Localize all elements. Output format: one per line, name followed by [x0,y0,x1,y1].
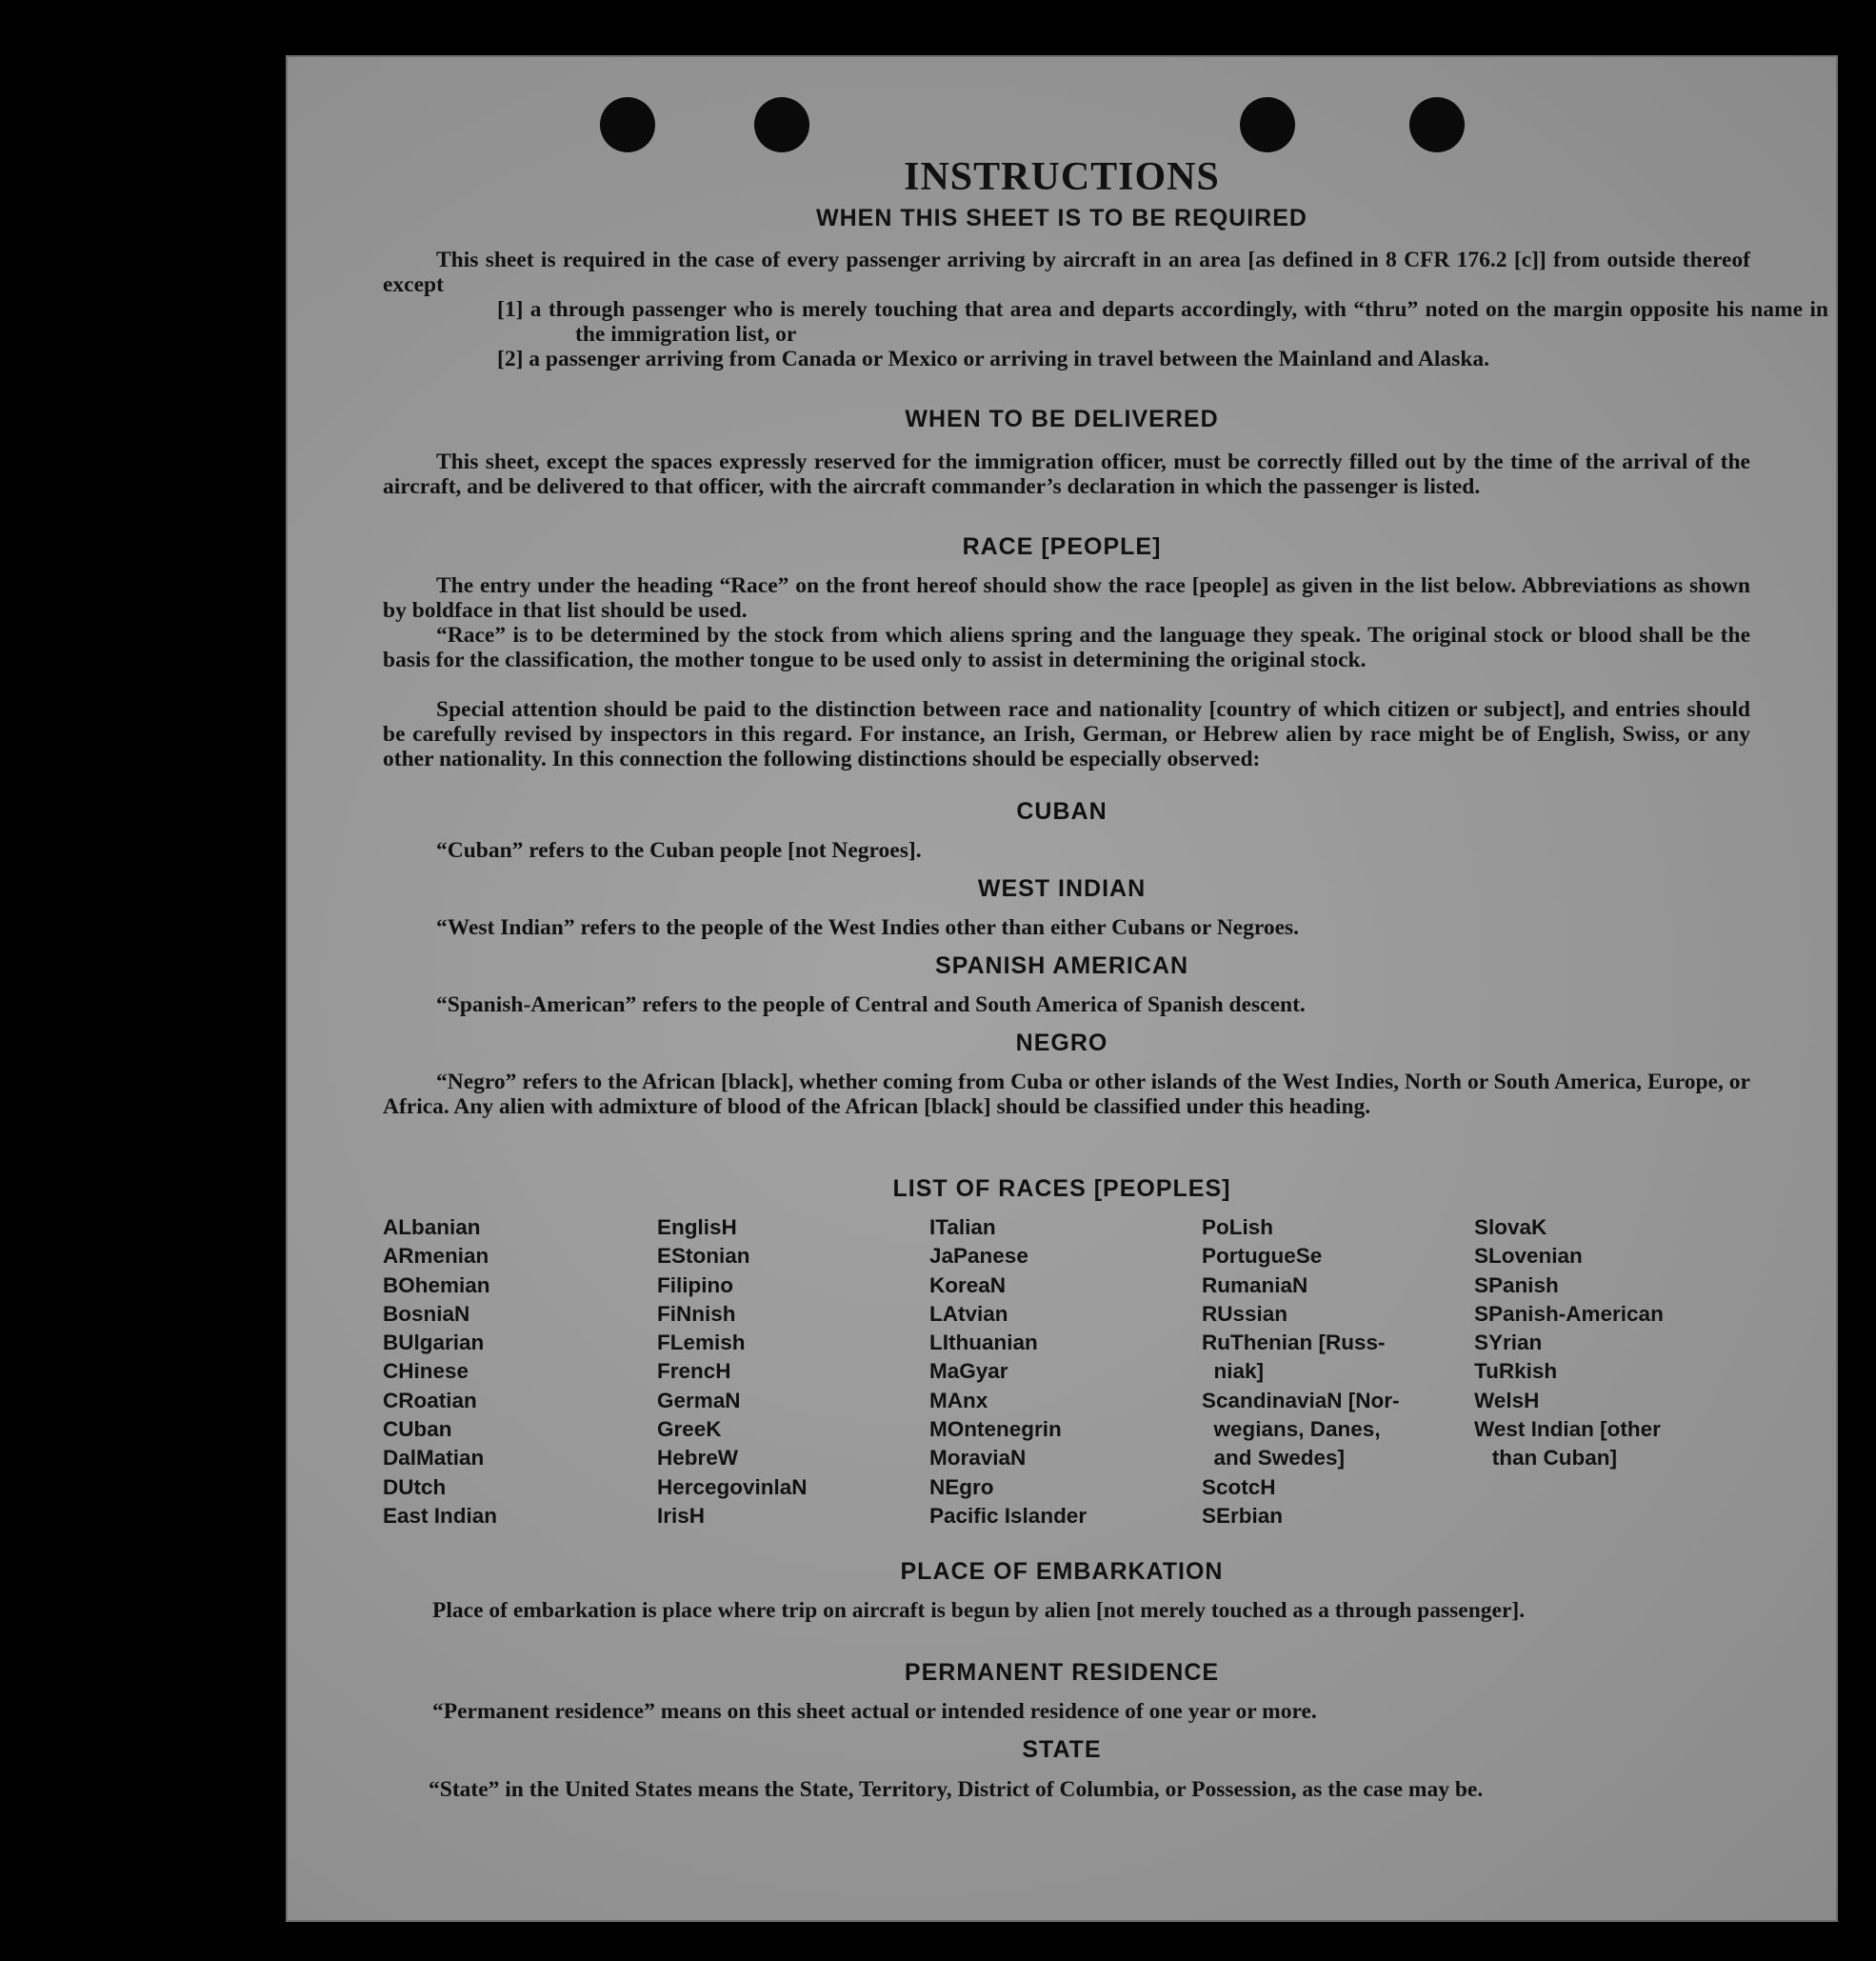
race-entry: CUban [383,1417,452,1442]
race-entry: LIthuanian [929,1331,1038,1355]
race-entry: West Indian [other [1474,1417,1661,1442]
punch-hole [1240,97,1295,152]
race-entry: MaGyar [929,1359,1008,1384]
race-entry: BosniaN [383,1301,470,1326]
race-entry: East Indian [383,1503,498,1528]
race-column-2 [657,1213,924,1531]
section-heading-state: STATE [1022,1736,1102,1763]
race-entry: DUtch [383,1474,447,1499]
race-entry: SYrian [1474,1331,1543,1355]
race-entry: SLovenian [1474,1244,1583,1269]
race-entry: KoreaN [929,1272,1007,1297]
race-entry: wegians, Danes, [1202,1417,1381,1442]
punch-hole [600,97,655,152]
race-entry: MAnx [929,1388,988,1412]
race-entry: Pacific Islander [929,1503,1088,1528]
race-entry: CHinese [383,1359,469,1384]
race-entry: FrencH [657,1359,731,1384]
race-paragraph-1: The entry under the heading “Race” on the front hereof should show the race [people] as given in the list below. Abbreviations as shown by boldface in that list should be used. [383,573,1750,623]
race-entry: ITalian [929,1215,996,1239]
spanish-american-text: “Spanish-American” refers to the people of Central and South America of Spanish descent. [436,992,1306,1017]
race-entry: BUlgarian [383,1331,485,1355]
race-entry: GreeK [657,1417,722,1442]
race-entry: MOntenegrin [929,1417,1062,1442]
race-entry: HebreW [657,1446,739,1471]
race-entry: ScotcH [1202,1474,1276,1499]
race-entry: NEgro [929,1474,994,1499]
race-column-3 [929,1213,1196,1531]
race-entry: HercegovinlaN [657,1474,808,1499]
race-entry: and Swedes] [1202,1446,1346,1471]
race-entry: EStonian [657,1244,750,1269]
race-entry: SErbian [1202,1503,1284,1528]
punch-hole [1409,97,1465,152]
race-entry: RuThenian [Russ- [1202,1331,1386,1355]
race-entry: SPanish [1474,1272,1559,1297]
state-text: “State” in the United States means the State, Territory, District of Columbia, or Possession, as the case may be. [429,1777,1484,1802]
race-entry: FLemish [657,1331,746,1355]
punch-hole [754,97,809,152]
race-entry: ScandinaviaN [Nor- [1202,1388,1400,1412]
race-entry: PoLish [1202,1215,1274,1239]
race-column-4 [1202,1213,1468,1531]
required-intro: This sheet is required in the case of every passenger arriving by aircraft in an area [as defined in 8 CFR 176.2 [c]] from outside thereof except [383,248,1750,297]
race-entry: MoraviaN [929,1446,1027,1471]
section-heading-embarkation: PLACE OF EMBARKATION [900,1558,1224,1585]
race-entry: PortugueSe [1202,1244,1323,1269]
race-entry: SlovaK [1474,1215,1547,1239]
race-entry: ALbanian [383,1215,481,1239]
section-heading-spanish-american: SPANISH AMERICAN [934,952,1188,979]
race-entry: BOhemian [383,1272,490,1297]
race-entry: than Cuban] [1474,1446,1617,1471]
race-column-1 [383,1213,649,1531]
race-entry: TuRkish [1474,1359,1558,1384]
race-entry: ARmenian [383,1244,489,1269]
race-entry: LAtvian [929,1301,1008,1326]
embarkation-text: Place of embarkation is place where trip on aircraft is begun by alien [not merely touched as a through passenger]. [432,1598,1526,1623]
cuban-text: “Cuban” refers to the Cuban people [not Negroes]. [436,838,922,863]
race-entry: RUssian [1202,1301,1288,1326]
race-entry: Filipino [657,1272,733,1297]
race-list [383,1213,1811,1537]
race-entry: DalMatian [383,1446,485,1471]
required-item-1: [1] a through passenger who is merely touching that area and departs accordingly, with “thru” noted on the margin opposite his name in the immigration list, or [497,297,1828,347]
race-entry: WelsH [1474,1388,1540,1412]
race-entry: CRoatian [383,1388,477,1412]
race-entry: SPanish-American [1474,1301,1664,1326]
race-entry: RumaniaN [1202,1272,1308,1297]
section-heading-negro: NEGRO [1015,1030,1108,1056]
section-heading-residence: PERMANENT RESIDENCE [904,1659,1220,1686]
race-entry: niak] [1202,1359,1265,1384]
race-entry: EnglisH [657,1215,737,1239]
residence-text: “Permanent residence” means on this sheet actual or intended residence of one year or more. [432,1699,1317,1724]
race-paragraph-3: Special attention should be paid to the distinction between race and nationality [country of which citizen or subject], and entries should be carefully revised by inspectors in this regard. For instance, an Irish, German, or Hebrew alien by race might be of English, Swiss, or any other nationality. In this connection the following distinctions should be especially observed: [383,697,1750,771]
section-heading-list-of-races: LIST OF RACES [PEOPLES] [892,1175,1231,1202]
section-heading-west-indian: WEST INDIAN [977,875,1147,902]
negro-text: “Negro” refers to the African [black], whether coming from Cuba or other islands of the West Indies, North or South America, Europe, or Africa. Any alien with admixture of blood of the African [black] should be classified under this heading. [383,1070,1750,1119]
page-title: INSTRUCTIONS [904,155,1220,199]
race-entry: JaPanese [929,1244,1028,1269]
section-heading-cuban: CUBAN [1016,798,1108,825]
race-paragraph-2: “Race” is to be determined by the stock from which aliens spring and the language they speak. The original stock or blood shall be the basis for the classification, the mother tongue to be used only to assist in determining the original stock. [383,623,1750,672]
section-heading-required: WHEN THIS SHEET IS TO BE REQUIRED [816,205,1307,231]
race-entry: FiNnish [657,1301,736,1326]
race-column-5 [1474,1213,1788,1473]
instruction-sheet [286,55,1838,1922]
required-item-2: [2] a passenger arriving from Canada or Mexico or arriving in travel between the Mainland and Alaska. [497,347,1490,371]
race-entry: IrisH [657,1503,706,1528]
race-entry: GermaN [657,1388,741,1412]
section-heading-race: RACE [PEOPLE] [962,533,1162,560]
section-heading-delivered: WHEN TO BE DELIVERED [905,406,1219,432]
delivered-text: This sheet, except the spaces expressly reserved for the immigration officer, must be correctly filled out by the time of the arrival of the aircraft, and be delivered to that officer, with the aircraft commander’s declaration in which the passenger is listed. [383,450,1750,499]
west-indian-text: “West Indian” refers to the people of the West Indies other than either Cubans or Negroes. [436,915,1300,940]
